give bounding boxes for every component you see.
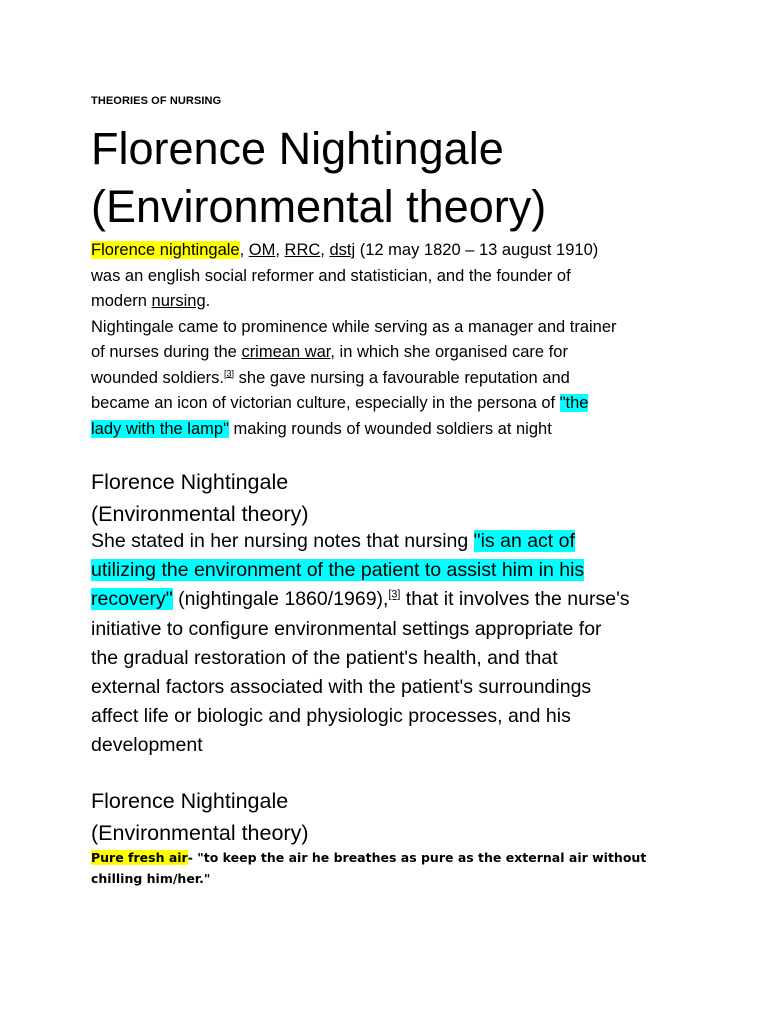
intro-line-1 [91, 238, 617, 264]
theory-line-1 [91, 527, 630, 556]
text: that it involves the nurse's [400, 588, 630, 611]
intro-line-8 [91, 417, 617, 443]
om-link[interactable]: OM [248, 241, 276, 259]
punct: , [275, 241, 285, 259]
theory-line-7: affect life or biologic and physiologic processes, and his [91, 705, 571, 728]
life-dates: (12 may 1820 – 13 august 1910) [355, 241, 599, 259]
reference-link[interactable]: [3] [224, 368, 235, 378]
rrc-link[interactable]: RRC [284, 241, 321, 259]
theory-line-3 [91, 585, 630, 614]
intro-line-2: was an english social reformer and statistician, and the founder of [91, 266, 571, 285]
fresh-air-line-1 [91, 847, 646, 868]
text: (nightingale 1860/1969), [172, 588, 389, 611]
section-heading [91, 466, 308, 530]
intro-paragraph [91, 238, 617, 442]
fresh-air-paragraph [91, 847, 646, 889]
theory-quote: "is an act of [473, 530, 575, 552]
text: making rounds of wounded soldiers at night [228, 419, 552, 438]
theory-line-6: external factors associated with the patient's surroundings [91, 676, 592, 699]
dstj-link[interactable]: dstj [329, 241, 356, 259]
intro-line-4: Nightingale came to prominence while serving as a manager and trainer [91, 317, 617, 336]
text: , in which she organised care for [330, 343, 568, 361]
text: . [205, 292, 211, 310]
theory-paragraph [91, 527, 630, 761]
document-eyebrow: THEORIES OF NURSING [91, 95, 222, 107]
text: she gave nursing a favourable reputation and [234, 368, 570, 387]
intro-line-7 [91, 391, 617, 417]
punct: , [320, 241, 330, 259]
reference-link[interactable]: [3] [388, 588, 401, 601]
section-heading-line-1: Florence Nightingale [91, 789, 289, 813]
text: She stated in her nursing notes that nursing [91, 530, 474, 552]
lady-with-lamp-quote: "the [559, 394, 589, 412]
crimean-war-link[interactable]: crimean war [241, 343, 331, 361]
page-title [91, 120, 546, 236]
lady-with-lamp-quote: lady with the lamp" [91, 419, 229, 438]
text: became an icon of victorian culture, especially in the persona of [91, 394, 560, 412]
text: modern [91, 292, 152, 310]
intro-line-5 [91, 340, 617, 366]
theory-line-5: the gradual restoration of the patient's health, and that [91, 646, 558, 669]
section-heading-line-1: Florence Nightingale [91, 470, 289, 494]
title-line-1: Florence Nightingale [91, 123, 504, 174]
text: of nurses during the [91, 343, 242, 361]
intro-line-3 [91, 289, 617, 315]
text: - "to keep the air he breathes as pure as the external air without [187, 850, 647, 865]
section-heading [91, 785, 308, 849]
theory-line-4: initiative to configure environmental settings appropriate for [91, 617, 602, 640]
theory-quote: utilizing the environment of the patient to assist him in his [91, 559, 585, 582]
theory-quote: recovery" [91, 588, 173, 611]
fresh-air-line-2: chilling him/her." [91, 871, 211, 886]
section-heading-line-2: (Environmental theory) [91, 821, 309, 845]
name-highlight: Florence nightingale [91, 241, 240, 259]
theory-line-8: development [91, 734, 203, 757]
intro-line-6 [91, 366, 617, 392]
fresh-air-highlight: Pure fresh air [91, 850, 188, 865]
punct: , [239, 241, 249, 259]
theory-line-2 [91, 556, 630, 585]
section-heading-line-2: (Environmental theory) [91, 502, 309, 526]
text: wounded soldiers. [91, 368, 224, 387]
title-line-2: (Environmental theory) [91, 181, 547, 232]
nursing-link[interactable]: nursing [151, 292, 206, 310]
